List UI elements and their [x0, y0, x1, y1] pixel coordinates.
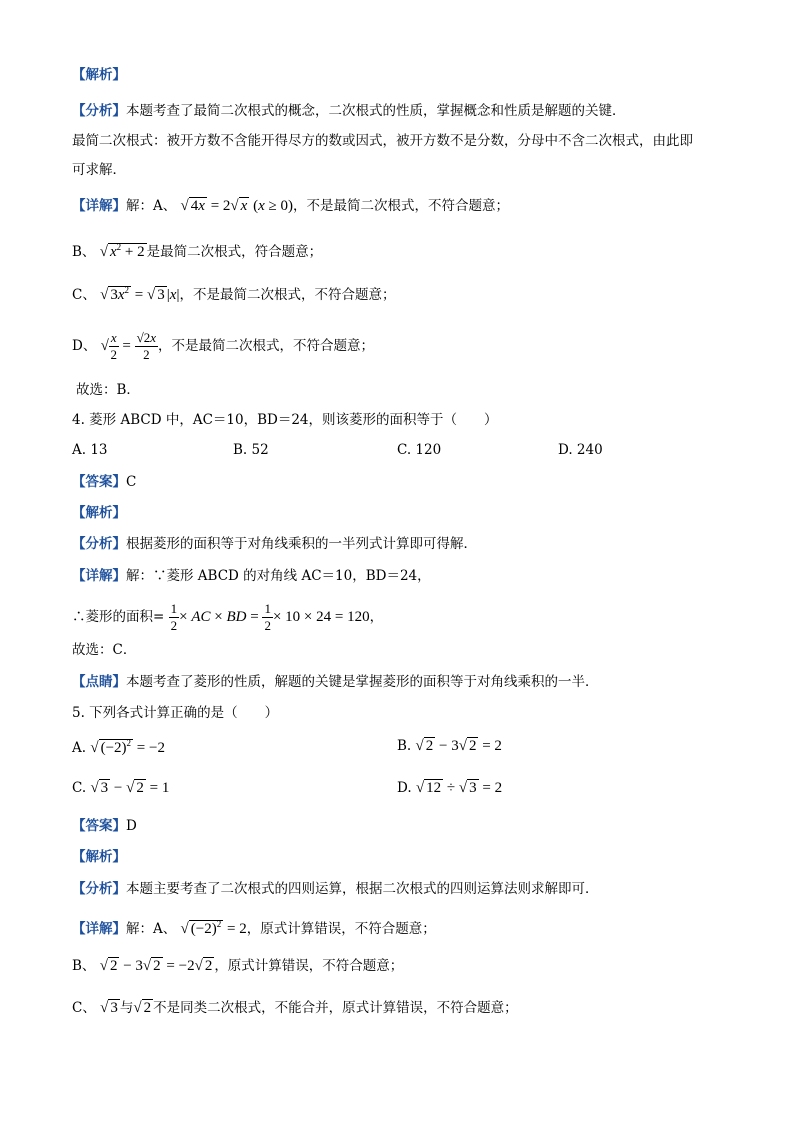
q5-option-d — [397, 780, 502, 797]
fenxi-line — [72, 101, 626, 121]
detail-tag: 【详解】 — [72, 568, 126, 584]
q5-option-c-label: C. — [72, 780, 87, 796]
detail-c-line — [72, 280, 395, 305]
q4-option-b: B. 52 — [233, 442, 269, 458]
detail-c-suffix: ，不是最简二次根式，不符合题意； — [179, 287, 396, 303]
q5-stem: 5. 下列各式计算正确的是（ ） — [72, 705, 279, 721]
q4-stem: 4. 菱形 ABCD 中，AC＝10，BD＝24，则该菱形的面积等于（ ） — [72, 412, 498, 428]
q5-option-b — [397, 738, 502, 755]
q5-detail-b-line — [72, 956, 403, 976]
detail-a-prefix: 解：A、 — [126, 198, 177, 214]
q4-option-d: D. 240 — [558, 442, 603, 458]
detail-b-prefix: B、 — [72, 244, 96, 260]
q5-option-a — [72, 738, 165, 757]
detail-tag: 【详解】 — [72, 921, 126, 937]
q4-comment: 本题考查了菱形的性质，解题的关键是掌握菱形的面积等于对角线乘积的一半． — [126, 674, 599, 690]
comment-tag: 【点睛】 — [72, 674, 126, 690]
q5-option-c — [72, 780, 169, 797]
q5-option-a-label: A. — [72, 740, 87, 756]
detail-c-prefix: C、 — [72, 287, 96, 303]
detail-a-line — [72, 196, 509, 216]
q4-comment-line — [72, 672, 599, 692]
q4-detail1: 解：∵菱形 ABCD 的对角线 AC＝10，BD＝24， — [126, 568, 431, 584]
definition-line-2: 可求解． — [72, 162, 126, 178]
q5-detail-c-mid: 与 — [119, 1000, 134, 1016]
q4-option-c: C. 120 — [397, 442, 442, 458]
detail-d-line — [72, 330, 374, 363]
q5-detail-c-line — [72, 998, 518, 1018]
q5-detail-b-prefix: B、 — [72, 958, 96, 974]
q5-option-d-label: D. — [397, 780, 412, 796]
q4-fenxi: 根据菱形的面积等于对角线乘积的一半列式计算即可得解． — [126, 536, 477, 552]
q5-detail-a-prefix: 解：A、 — [126, 921, 177, 937]
choose-b: 故选：B． — [76, 382, 140, 398]
q5-fenxi: 本题主要考查了二次根式的四则运算，根据二次根式的四则运算法则求解即可． — [126, 881, 599, 897]
q4-detail2-prefix: ∴菱形的面积= — [72, 608, 165, 625]
math-sqrt3x2: √ $3x^2$ = √ 3 |x| — [100, 285, 180, 303]
math-q5-d: √ 12 ÷ √ 3 = 2 — [415, 780, 503, 796]
q4-answer-line — [72, 472, 136, 492]
q5-fenxi-line — [72, 879, 599, 899]
detail-b-line — [72, 237, 322, 262]
q5-analysis-heading: 【解析】 — [72, 849, 126, 865]
detail-a-suffix: ，不是最简二次根式，不符合题意； — [292, 198, 509, 214]
math-q5-detail-b: √ 2 − 3√ 2 = −2√ 2 — [99, 958, 213, 974]
q4-fenxi-line — [72, 534, 477, 554]
answer-tag: 【答案】 — [72, 818, 126, 834]
math-q5-detail-a: √ $(-2)^2 = 2$ — [180, 919, 247, 937]
q5-detail-a-line — [72, 914, 436, 939]
q5-detail-c-suffix: 不是同类二次根式，不能合并，原式计算错误，不符合题意； — [153, 1000, 518, 1016]
q4-choose: 故选：C． — [72, 642, 137, 658]
fenxi-text: 本题考查了最简二次根式的概念，二次根式的性质，掌握概念和性质是解题的关键． — [126, 103, 626, 119]
math-q5-c: √ 3 − √ 2 = 1 — [90, 780, 170, 796]
analysis-heading: 【解析】 — [72, 67, 126, 83]
math-q5-b: √ 2 − 3√ 2 = 2 — [415, 738, 502, 754]
fenxi-tag: 【分析】 — [72, 536, 126, 552]
q4-answer: C — [126, 474, 137, 490]
q5-answer-line — [72, 816, 137, 836]
q4-analysis-heading: 【解析】 — [72, 505, 126, 521]
detail-tag: 【详解】 — [72, 198, 126, 214]
q4-option-a: A. 13 — [72, 442, 108, 458]
detail-d-suffix: ，不是最简二次根式，不符合题意； — [158, 337, 375, 354]
answer-tag: 【答案】 — [72, 474, 126, 490]
q4-detail-line — [72, 566, 431, 586]
q4-area-line — [72, 601, 383, 634]
math-area-formula: $\frac{1}{2}$ × AC × BD = $\frac{1}{2}$ × 10 × 24 = 120 — [170, 601, 370, 633]
math-sqrt-x2-plus-2: √ $x^2 + 2$ — [99, 242, 145, 260]
math-q5-a: √ $(-2)^2 = -2$ — [90, 738, 165, 756]
math-sqrt3: √ 3 — [100, 1000, 118, 1016]
q4-detail2-suffix: ， — [369, 608, 384, 625]
q5-answer: D — [126, 818, 137, 834]
q5-option-b-label: B. — [397, 738, 412, 754]
q5-detail-c-prefix: C、 — [72, 1000, 96, 1016]
detail-d-prefix: D、 — [72, 337, 97, 354]
math-sqrt-x-over-2: √ $\frac{x}{2}$ = $\frac{√2x}{2}$ — [100, 330, 157, 362]
fenxi-tag: 【分析】 — [72, 103, 126, 119]
definition-line-1: 最简二次根式：被开方数不含能开得尽方的数或因式，被开方数不是分数，分母中不含二次根式，由此即 — [72, 133, 693, 149]
math-sqrt2: √ 2 — [133, 1000, 152, 1016]
q5-detail-b-suffix: ，原式计算错误，不符合题意； — [214, 958, 404, 974]
detail-b-suffix: 是最简二次根式，符合题意； — [146, 244, 323, 260]
math-sqrt4x: √ 4x = 2√ x (x ≥ 0) — [180, 198, 293, 214]
fenxi-tag: 【分析】 — [72, 881, 126, 897]
q5-detail-a-suffix: ，原式计算错误，不符合题意； — [246, 921, 436, 937]
